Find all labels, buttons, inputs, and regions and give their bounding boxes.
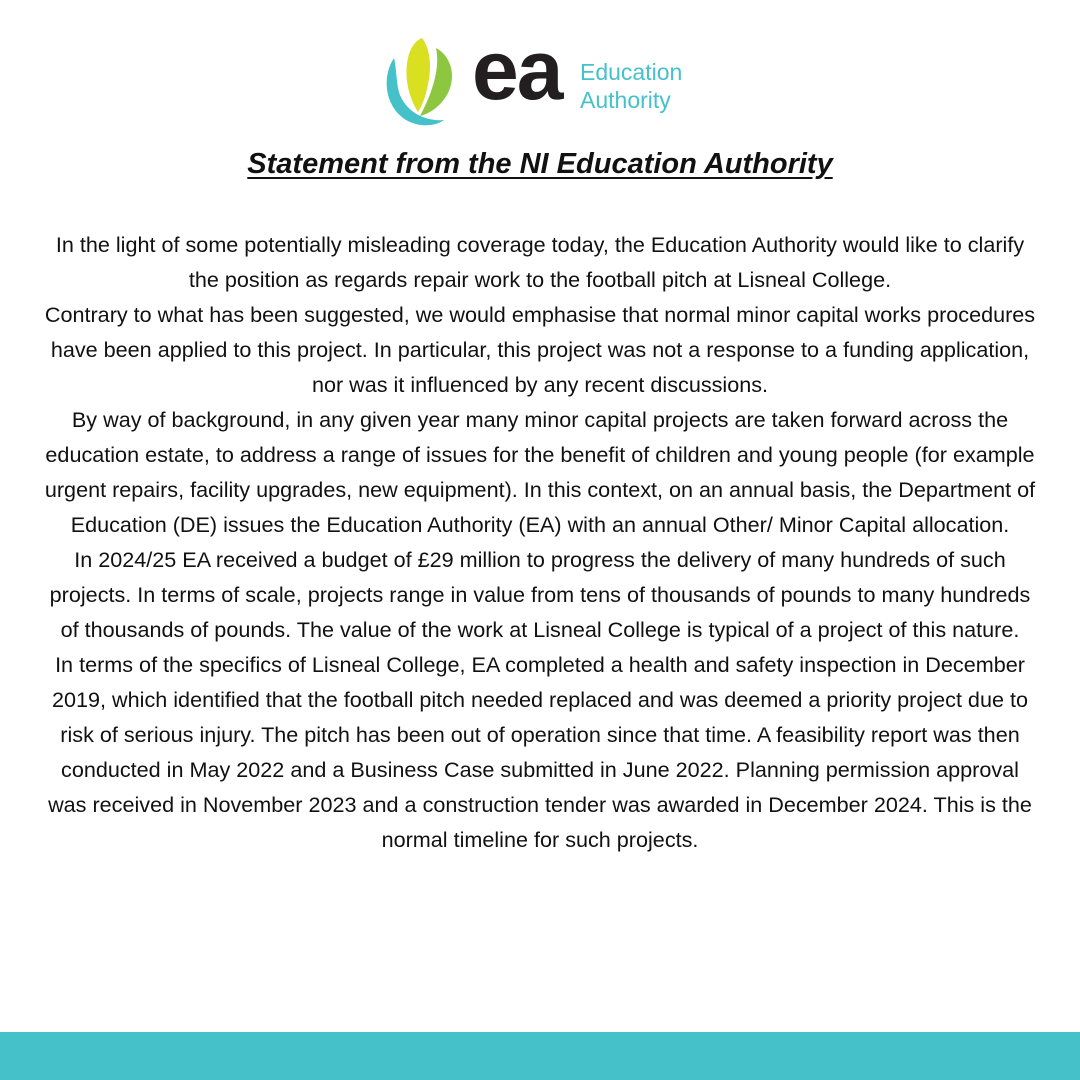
logo-line-authority: Authority <box>580 87 671 113</box>
logo-lime-leaf <box>406 38 430 112</box>
page-title: Statement from the NI Education Authority <box>247 148 833 180</box>
paragraph-background: By way of background, in any given year many minor capital projects are taken forward across the education estate, to address a range of issues for the benefit of children and young people (for example urgent repairs, facility upgrades, new equipment). In this context, on an annual basis, the Department of Education (DE) issues the Education Authority (EA) with an annual Other/ Minor Capital allocation. <box>44 407 1036 537</box>
footer-teal-bar <box>0 1032 1080 1080</box>
logo-line-education: Education <box>580 59 683 85</box>
logo-wordmark <box>580 58 682 114</box>
paragraph-clarification: In the light of some potentially misleading coverage today, the Education Authority would like to clarify the position as regards repair work to the football pitch at Lisneal College. <box>55 232 1025 292</box>
statement-body <box>40 227 1040 857</box>
ea-leaf-logo-icon <box>380 36 466 128</box>
logo-ea-letters: ea <box>472 23 562 117</box>
paragraph-specifics: In terms of the specifics of Lisneal College, EA completed a health and safety inspection in December 2019, which identified that the football pitch needed replaced and was deemed a priority project due to risk of serious injury. The pitch has been out of operation since that time. A feasibility report was then conducted in May 2022 and a Business Case submitted in June 2022. Planning permission approval was received in November 2023 and a construction tender was awarded in December 2024. This is the normal timeline for such projects. <box>48 652 1032 852</box>
paragraph-procedures: Contrary to what has been suggested, we would emphasise that normal minor capital works procedures have been applied to this project. In particular, this project was not a response to a funding application, nor was it influenced by any recent discussions. <box>44 302 1036 397</box>
education-authority-logo <box>380 23 710 128</box>
paragraph-budget: In 2024/25 EA received a budget of £29 million to progress the delivery of many hundreds of such projects. In terms of scale, projects range in value from tens of thousands of pounds to many hundreds of thousands of pounds. The value of the work at Lisneal College is typical of a project of this nature. <box>49 547 1031 642</box>
